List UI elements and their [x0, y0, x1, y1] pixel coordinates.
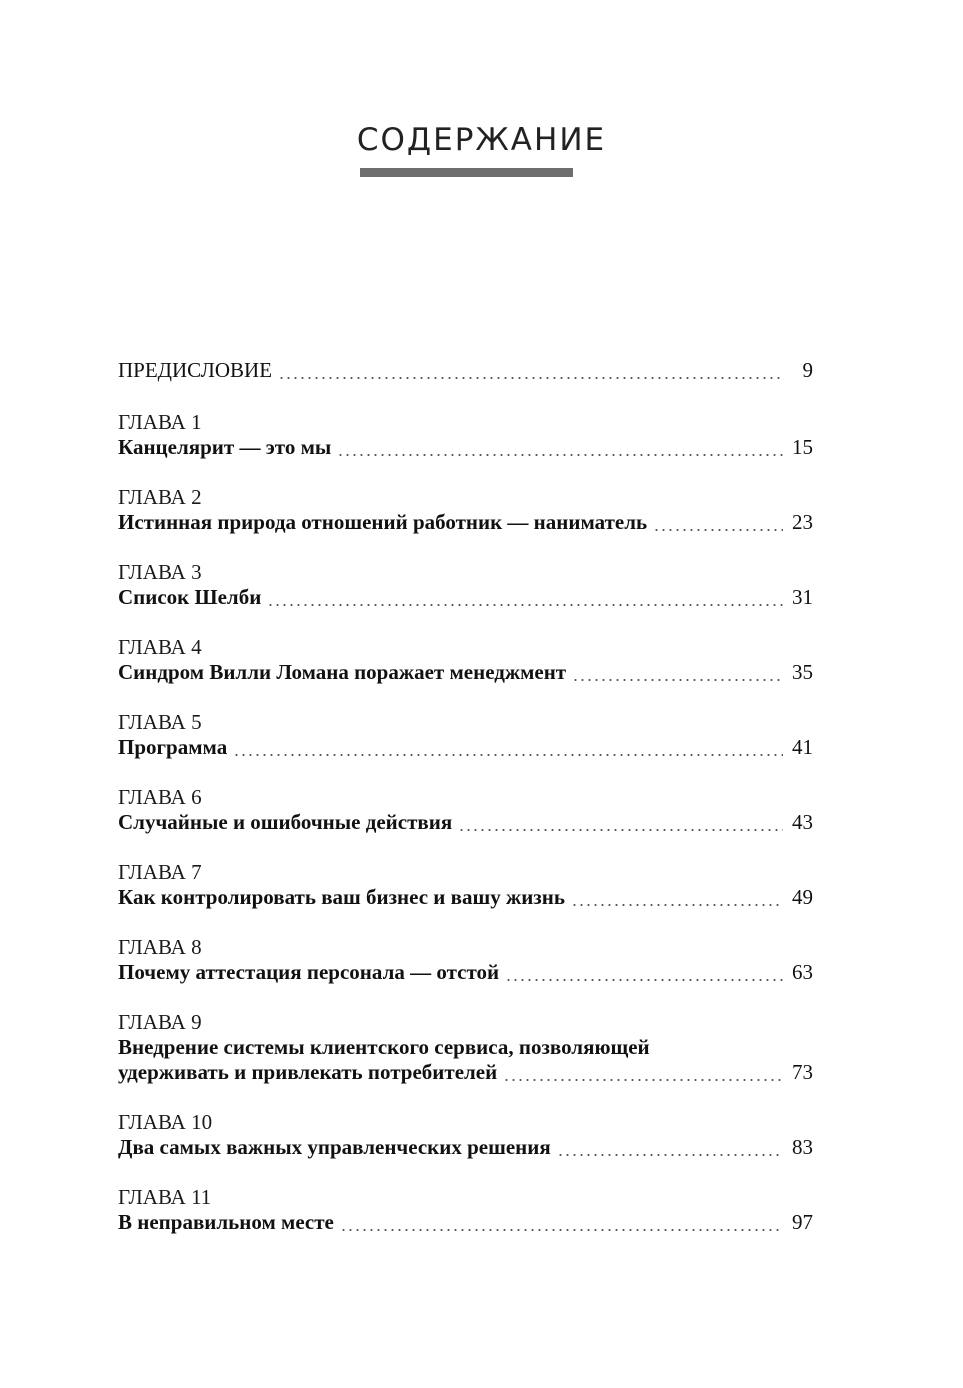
dot-leader — [340, 1210, 783, 1235]
dot-leader — [505, 960, 783, 985]
toc-entry-preface[interactable] — [118, 358, 813, 383]
entry-title: ПРЕДИСЛОВИЕ — [118, 358, 273, 382]
toc-entry-chapter-4[interactable] — [118, 635, 813, 685]
chapter-label: ГЛАВА 6 — [118, 785, 202, 809]
entry-title: Случайные и ошибочные действия — [118, 810, 453, 834]
chapter-label: ГЛАВА 8 — [118, 935, 202, 959]
entry-title: Как контролировать ваш бизнес и вашу жизнь — [118, 885, 565, 909]
chapter-label: ГЛАВА 5 — [118, 710, 202, 734]
dot-leader — [267, 585, 783, 610]
entry-title: Программа — [118, 735, 228, 759]
chapter-label: ГЛАВА 7 — [118, 860, 202, 884]
entry-title: Синдром Вилли Ломана поражает менеджмент — [118, 660, 567, 684]
entry-title: Канцелярит — это мы — [118, 435, 332, 459]
dot-leader — [233, 735, 783, 760]
entry-title-line-1: Внедрение системы клиентского сервиса, позволяющей — [118, 1035, 650, 1059]
entry-title: Истинная природа отношений работник — наниматель — [118, 510, 648, 534]
page-title: СОДЕРЖАНИЕ — [356, 122, 607, 158]
chapter-label: ГЛАВА 4 — [118, 635, 202, 659]
page-number: 63 — [792, 960, 813, 984]
page-number: 23 — [792, 510, 813, 534]
dot-leader — [458, 810, 783, 835]
dot-leader — [572, 660, 783, 685]
entry-title: Почему аттестация персонала — отстой — [118, 960, 500, 984]
dot-leader — [503, 1060, 783, 1085]
title-underline — [360, 168, 573, 177]
toc-entry-chapter-11[interactable] — [118, 1185, 813, 1235]
toc-entry-chapter-1[interactable] — [118, 410, 813, 460]
toc-entry-chapter-10[interactable] — [118, 1110, 813, 1160]
page-number: 41 — [792, 735, 813, 759]
chapter-label: ГЛАВА 3 — [118, 560, 202, 584]
chapter-label: ГЛАВА 11 — [118, 1185, 212, 1209]
dot-leader — [278, 358, 783, 383]
dot-leader — [653, 510, 783, 535]
entry-title: Два самых важных управленческих решения — [118, 1135, 551, 1159]
entry-title: В неправильном месте — [118, 1210, 334, 1234]
page-number: 43 — [792, 810, 813, 834]
page-number: 35 — [792, 660, 813, 684]
page-number: 9 — [802, 358, 813, 382]
entry-title: удерживать и привлекать потребителей — [118, 1060, 498, 1084]
page-number: 97 — [792, 1210, 813, 1234]
chapter-label: ГЛАВА 2 — [118, 485, 202, 509]
page-number: 49 — [792, 885, 813, 909]
toc-entry-chapter-8[interactable] — [118, 935, 813, 985]
dot-leader — [571, 885, 783, 910]
chapter-label: ГЛАВА 1 — [118, 410, 202, 434]
page-number: 31 — [792, 585, 813, 609]
toc-entry-chapter-2[interactable] — [118, 485, 813, 535]
page-number: 15 — [792, 435, 813, 459]
dot-leader — [337, 435, 783, 460]
table-of-contents — [118, 358, 813, 1235]
page-number: 83 — [792, 1135, 813, 1159]
toc-entry-chapter-6[interactable] — [118, 785, 813, 835]
toc-entry-chapter-7[interactable] — [118, 860, 813, 910]
chapter-label: ГЛАВА 10 — [118, 1110, 213, 1134]
toc-entry-chapter-9[interactable] — [118, 1010, 813, 1085]
entry-title: Список Шелби — [118, 585, 262, 609]
chapter-label: ГЛАВА 9 — [118, 1010, 202, 1034]
toc-entry-chapter-3[interactable] — [118, 560, 813, 610]
page-number: 73 — [792, 1060, 813, 1084]
toc-entry-chapter-5[interactable] — [118, 710, 813, 760]
dot-leader — [557, 1135, 783, 1160]
